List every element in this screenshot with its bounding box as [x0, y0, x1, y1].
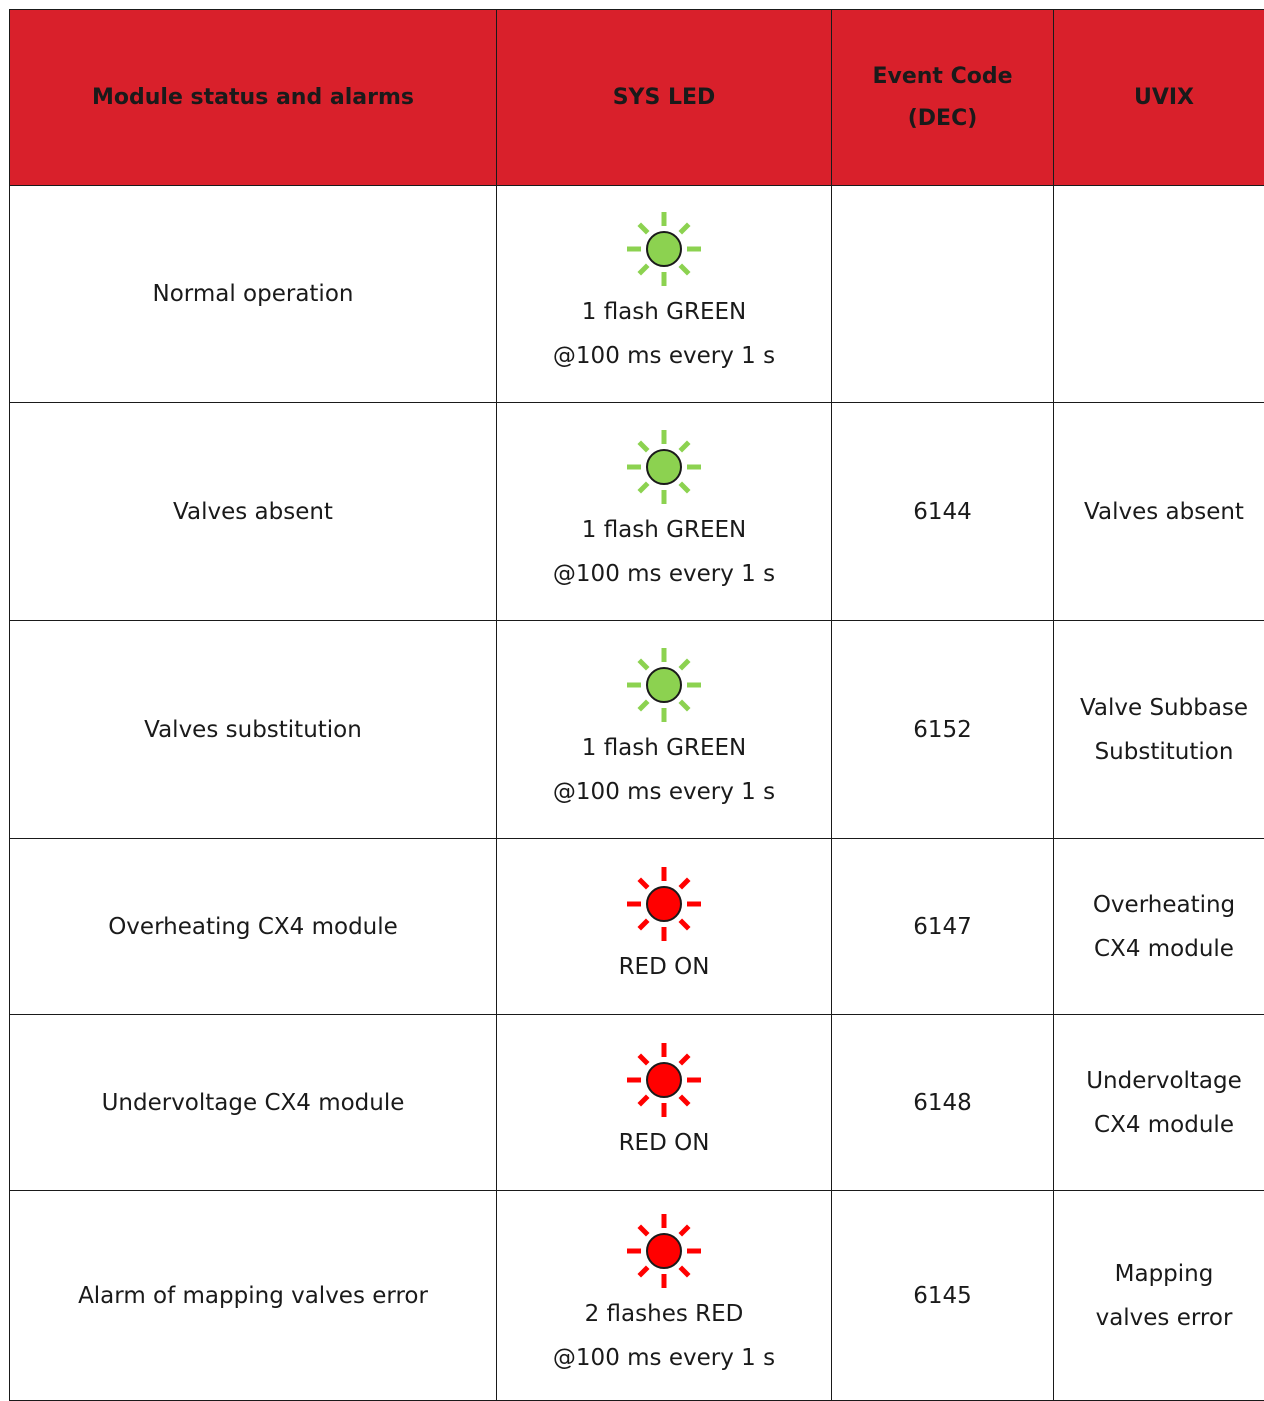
led-description: RED ON: [619, 945, 710, 989]
table-row: [10, 839, 1264, 1015]
status-cell: Overheating CX4 module: [10, 839, 497, 1015]
event-code-cell: 6145: [832, 1191, 1054, 1401]
led-description: 1 flash GREEN @100 ms every 1 s: [553, 726, 775, 814]
table-row: [10, 186, 1264, 403]
status-cell: Valves substitution: [10, 621, 497, 839]
event-code-cell: 6148: [832, 1015, 1054, 1191]
header-module-status: Module status and alarms: [10, 10, 497, 186]
green-led-flash-icon: [497, 210, 831, 288]
led-cell: [497, 403, 832, 621]
led-description: 1 flash GREEN @100 ms every 1 s: [553, 290, 775, 378]
red-led-on-icon: [497, 1041, 831, 1119]
status-cell: Valves absent: [10, 403, 497, 621]
event-code-cell: 6152: [832, 621, 1054, 839]
green-led-flash-icon: [497, 428, 831, 506]
led-status-table-frame: [9, 9, 1264, 1400]
event-code-cell: 6144: [832, 403, 1054, 621]
uvix-cell: Mapping valves error: [1054, 1191, 1264, 1401]
uvix-cell: Undervoltage CX4 module: [1054, 1015, 1264, 1191]
header-event-code: Event Code (DEC): [832, 10, 1054, 186]
uvix-cell: Overheating CX4 module: [1054, 839, 1264, 1015]
header-row: [10, 10, 1264, 186]
status-cell: Normal operation: [10, 186, 497, 403]
table-row: [10, 1015, 1264, 1191]
led-cell: [497, 186, 832, 403]
table-row: [10, 1191, 1264, 1401]
header-uvix: UVIX: [1054, 10, 1264, 186]
header-sys-led: SYS LED: [497, 10, 832, 186]
red-led-flash-icon: [497, 1212, 831, 1290]
led-status-table: [9, 9, 1264, 1401]
uvix-cell: Valves absent: [1054, 403, 1264, 621]
table-row: [10, 621, 1264, 839]
led-description: 2 flashes RED @100 ms every 1 s: [553, 1292, 775, 1380]
led-cell: [497, 839, 832, 1015]
led-cell: [497, 1015, 832, 1191]
event-code-cell: [832, 186, 1054, 403]
uvix-cell: [1054, 186, 1264, 403]
led-cell: [497, 1191, 832, 1401]
event-code-cell: 6147: [832, 839, 1054, 1015]
status-cell: Undervoltage CX4 module: [10, 1015, 497, 1191]
green-led-flash-icon: [497, 646, 831, 724]
led-description: RED ON: [619, 1121, 710, 1165]
led-description: 1 flash GREEN @100 ms every 1 s: [553, 508, 775, 596]
table-row: [10, 403, 1264, 621]
red-led-on-icon: [497, 865, 831, 943]
led-cell: [497, 621, 832, 839]
status-cell: Alarm of mapping valves error: [10, 1191, 497, 1401]
uvix-cell: Valve Subbase Substitution: [1054, 621, 1264, 839]
